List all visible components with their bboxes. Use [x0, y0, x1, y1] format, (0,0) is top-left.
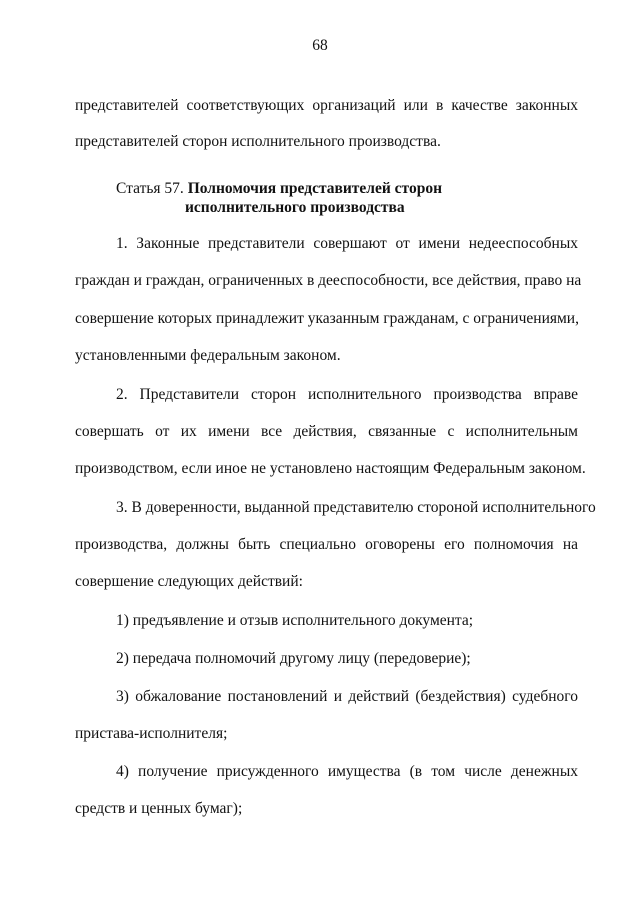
p2-line-2: совершать от их имени все действия, связанные с исполнительным — [75, 423, 578, 440]
item-4-line-2: средств и ценных бумаг); — [75, 800, 243, 817]
p2-line-3: производством, если иное не установлено настоящим Федеральным законом. — [75, 460, 586, 477]
intro-line-2: представителей сторон исполнительного производства. — [75, 133, 441, 150]
p3-line-2: производства, должны быть специально оговорены его полномочия на — [75, 536, 578, 553]
item-1: 1) предъявление и отзыв исполнительного документа; — [116, 612, 474, 629]
article-heading-line-1 — [116, 179, 442, 199]
article-title-line-2: исполнительного производства — [185, 199, 405, 216]
p3-line-1: 3. В доверенности, выданной представителю стороной исполнительного — [116, 499, 596, 516]
p1-line-2: граждан и граждан, ограниченных в дееспособности, все действия, право на — [75, 272, 582, 289]
p1-line-3: совершение которых принадлежит указанным гражданам, с ограничениями, — [75, 310, 579, 327]
p3-line-3: совершение следующих действий: — [75, 573, 303, 590]
article-label: Статья 57. — [116, 180, 184, 197]
item-3-line-1: 3) обжалование постановлений и действий (бездействия) судебного — [116, 688, 578, 705]
intro-line-1: представителей соответствующих организаций или в качестве законных — [75, 97, 578, 114]
p1-line-1: 1. Законные представители совершают от имени недееспособных — [116, 235, 578, 252]
item-3-line-2: пристава-исполнителя; — [75, 725, 228, 742]
page-number: 68 — [312, 37, 328, 54]
item-4-line-1: 4) получение присужденного имущества (в том числе денежных — [116, 763, 578, 780]
article-title-line-1: Полномочия представителей сторон — [187, 180, 443, 197]
p2-line-1: 2. Представители сторон исполнительного производства вправе — [116, 386, 578, 403]
p1-line-4: установленными федеральным законом. — [75, 347, 341, 364]
article-heading-line-2 — [185, 198, 405, 218]
item-2: 2) передача полномочий другому лицу (передоверие); — [116, 650, 471, 667]
